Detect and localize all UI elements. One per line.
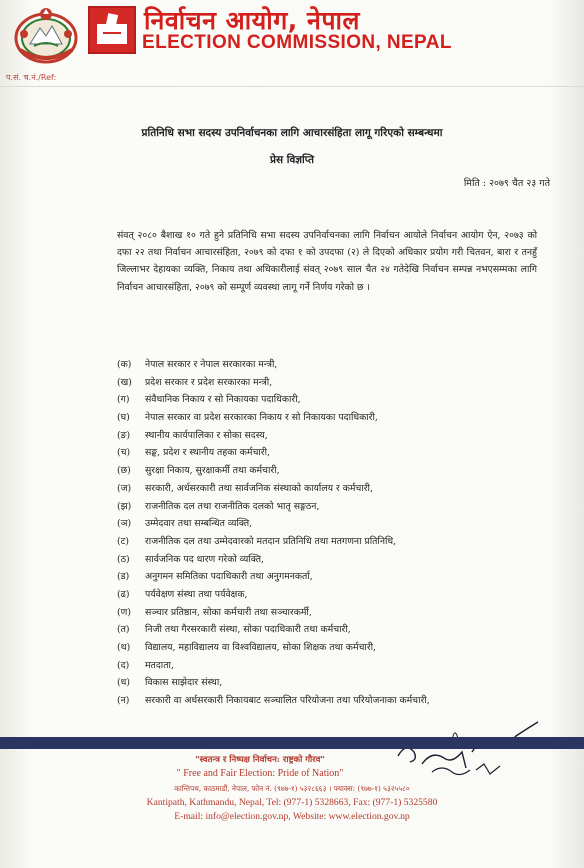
list-item	[117, 427, 547, 445]
list-marker: (घ)	[117, 412, 130, 424]
list-item-text: मतदाता,	[145, 659, 174, 671]
list-item	[117, 692, 547, 710]
list-item-text: संवैधानिक निकाय र सो निकायका पदाधिकारी,	[145, 394, 301, 406]
list-marker: (ख)	[117, 376, 132, 388]
footer-bar	[0, 737, 584, 749]
list-item-text: सङ्घ, प्रदेश र स्थानीय तहका कर्मचारी,	[145, 447, 270, 459]
entity-list	[117, 356, 547, 710]
list-item-text: सरकारी वा अर्धसरकारी निकायबाट सञ्चालित परियोजना तथा परियोजनाका कर्मचारी,	[145, 695, 430, 707]
list-item-text: नेपाल सरकार र नेपाल सरकारका मन्त्री,	[145, 359, 278, 370]
list-marker: (ङ)	[117, 429, 131, 441]
list-marker: (ड)	[117, 571, 130, 583]
list-item	[117, 462, 547, 480]
list-item	[117, 444, 547, 462]
list-item-text: सार्वजनिक पद धारण गरेको व्यक्ति,	[145, 553, 264, 565]
list-marker: (ग)	[117, 394, 130, 406]
list-marker: (ट)	[117, 535, 129, 547]
list-item	[117, 356, 547, 374]
list-item-text: स्थानीय कार्यपालिका र सोका सदस्य,	[145, 429, 268, 441]
list-item	[117, 480, 547, 498]
list-item	[117, 391, 547, 409]
ballot-box-icon	[90, 8, 134, 52]
list-item-text: सञ्चार प्रतिष्ठान, सोका कर्मचारी तथा सञ्चारकर्मी,	[145, 606, 312, 618]
election-commission-logo	[88, 6, 136, 54]
organization-name-nepali: निर्वाचन आयोग, नेपाल	[144, 6, 360, 35]
list-marker: (ध)	[117, 677, 130, 689]
list-item	[117, 374, 547, 392]
address-english: Kantipath, Kathmandu, Nepal, Tel: (977-1) 5328663, Fax: (977-1) 5325580	[146, 797, 438, 808]
list-marker: (त)	[117, 624, 130, 636]
list-item-text: निजी तथा गैरसरकारी संस्था, सोका पदाधिकारी तथा कर्मचारी,	[145, 624, 351, 636]
list-item-text: विकास साझेदार संस्था,	[145, 677, 223, 689]
list-item	[117, 568, 547, 586]
reference-label: प.सं. च.नं./Ref:	[6, 73, 57, 82]
list-marker: (च)	[117, 447, 131, 459]
list-item	[117, 604, 547, 622]
list-item-text: विद्यालय, महाविद्यालय वा विश्वविद्यालय, सोका शिक्षक तथा कर्मचारी,	[145, 642, 376, 653]
list-item-text: उम्मेदवार तथा सम्बन्धित व्यक्ति,	[145, 518, 253, 530]
list-item	[117, 586, 547, 604]
list-item-text: सुरक्षा निकाय, सुरक्षाकर्मी तथा कर्मचारी,	[145, 465, 280, 477]
list-item	[117, 551, 547, 569]
list-marker: (ञ)	[117, 518, 132, 530]
list-marker: (ज)	[117, 482, 132, 494]
list-item-text: राजनीतिक दल तथा उम्मेदवारको मतदान प्रतिनिधि तथा मतगणना प्रतिनिधि,	[145, 535, 397, 547]
list-marker: (छ)	[117, 465, 131, 477]
body-paragraph: संवत् २०८० बैशाख १० गते हुने प्रतिनिधि सभा सदस्य उपनिर्वाचनका लागि निर्वाचन आयोले निर्वाचन आयोग ऐन, २०७३ को दफा २२ तथा निर्वाचन आचारसंहिता, २०७९ को दफा १ को उपदफा (२) ले दिएको अधिकार प्रयोग गरी चितवन, बारा र तनहुँ जिल्लाभर देहायका व्यक्ति, निकाय तथा अधिकारीलाई संवत् २०७९ साल चैत २४ गतेदेखि निर्वाचन सम्पन्न नभएसम्मका लागि निर्वाचन आचारसंहिता, २०७९ को सम्पूर्ण व्यवस्था लागू गर्ने निर्णय गरेको छ ।	[117, 230, 537, 293]
document-subject: प्रतिनिधि सभा सदस्य उपनिर्वाचनका लागि आचारसंहिता लागू गरिएको सम्बन्धमा	[141, 127, 443, 139]
list-item	[117, 639, 547, 657]
list-item	[117, 498, 547, 516]
slogan-english: " Free and Fair Election: Pride of Nation"	[176, 768, 344, 779]
list-marker: (ढ)	[117, 588, 130, 600]
list-marker: (न)	[117, 695, 130, 707]
slogan-nepali: "स्वतन्त्र र निष्पक्ष निर्वाचन: राष्ट्रको गौरव"	[195, 755, 325, 765]
address-nepali: कान्तिपथ, काठमाडौं, नेपाल, फोन नं. (९७७-१) ५३२८६६३ । फ्याक्स: (९७७-१) ५३२५५८०	[174, 784, 410, 793]
press-release-heading: प्रेस विज्ञप्ति	[270, 154, 314, 166]
list-item	[117, 515, 547, 533]
list-marker: (थ)	[117, 642, 131, 653]
list-marker: (ठ)	[117, 553, 130, 565]
list-item	[117, 533, 547, 551]
list-item	[117, 409, 547, 427]
list-marker: (क)	[117, 359, 132, 370]
list-marker: (द)	[117, 659, 130, 671]
organization-name-english: ELECTION COMMISSION, NEPAL	[142, 32, 452, 53]
list-item-text: नेपाल सरकार वा प्रदेश सरकारका निकाय र सो निकायका पदाधिकारी,	[145, 412, 378, 424]
list-item-text: पर्यवेक्षण संस्था तथा पर्यवेक्षक,	[145, 588, 248, 600]
list-item-text: अनुगमन समितिका पदाधिकारी तथा अनुगमनकर्ता,	[145, 571, 313, 583]
list-item-text: राजनीतिक दल तथा राजनीतिक दलको भातृ सङ्गठन,	[145, 500, 320, 512]
header-divider	[0, 86, 584, 87]
list-item	[117, 674, 547, 692]
list-item-text: प्रदेश सरकार र प्रदेश सरकारका मन्त्री,	[145, 376, 273, 388]
list-marker: (झ)	[117, 500, 132, 512]
nepal-emblem-icon	[10, 4, 82, 66]
list-item	[117, 621, 547, 639]
list-item-text: सरकारी, अर्धसरकारी तथा सार्वजनिक संस्थाको कार्यालय र कर्मचारी,	[145, 482, 373, 494]
list-marker: (ण)	[117, 606, 131, 618]
document-date: मिति : २०७९ चैत २३ गते	[463, 178, 550, 189]
list-item	[117, 657, 547, 675]
contact-info: E-mail: info@election.gov.np, Website: www.election.gov.np	[174, 811, 410, 822]
